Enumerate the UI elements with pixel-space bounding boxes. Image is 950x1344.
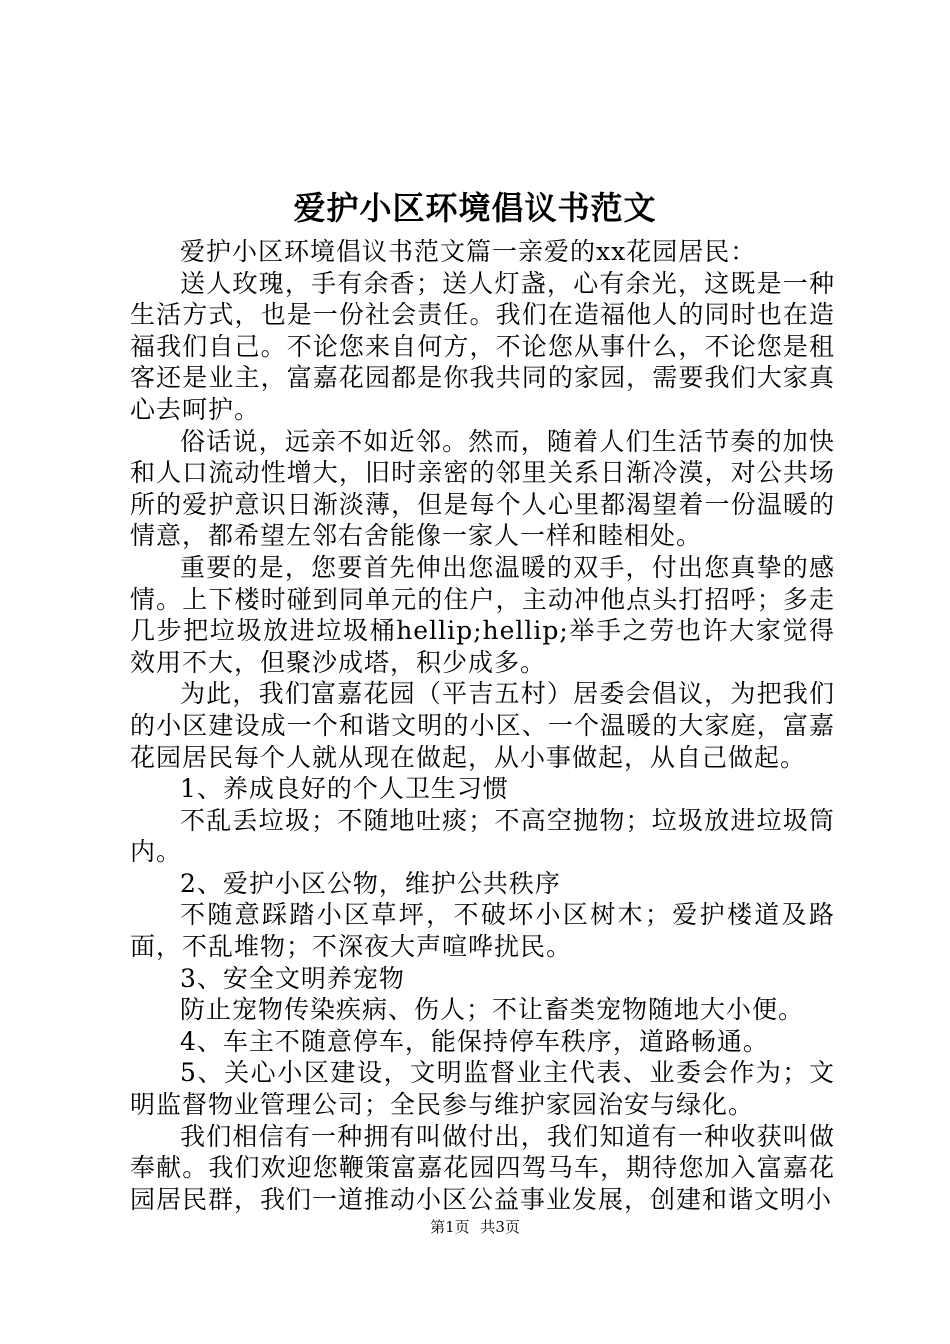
document-body <box>130 236 835 1215</box>
page-footer <box>0 1216 950 1238</box>
list-heading: 1、养成良好的个人卫生习惯 <box>180 774 509 804</box>
list-heading: 3、安全文明养宠物 <box>180 963 405 993</box>
paragraph: 防止宠物传染疾病、伤人；不让畜类宠物随地大小便。 <box>180 995 805 1025</box>
list-heading: 5、关心小区建设，文明监督业主代表、业委会作为；文明监督物业管理公司；全民参与维护家园治安与绿化。 <box>130 1058 835 1120</box>
paragraph-intro: 爱护小区环境倡议书范文篇一亲爱的xx花园居民： <box>180 237 757 266</box>
paragraph: 重要的是，您要首先伸出您温暖的双手，付出您真挚的感情。上下楼时碰到同单元的住户，主动冲他点头打招呼；多走几步把垃圾放进垃圾桶hellip;hellip;举手之劳也许大家觉得效用不大，但聚沙成塔，积少成多。 <box>130 552 835 677</box>
paragraph: 为此，我们富嘉花园（平吉五村）居委会倡议，为把我们的小区建设成一个和谐文明的小区、一个温暖的大家庭，富嘉花园居民每个人就从现在做起，从小事做起，从自己做起。 <box>130 679 835 772</box>
paragraph: 我们相信有一种拥有叫做付出，我们知道有一种收获叫做奉献。我们欢迎您鞭策富嘉花园四驾马车，期待您加入富嘉花园居民群，我们一道推动小区公益事业发展，创建和谐文明小 <box>130 1121 835 1214</box>
paragraph: 不随意踩踏小区草坪，不破坏小区树木；爱护楼道及路面，不乱堆物；不深夜大声喧哗扰民。 <box>130 900 835 962</box>
page-total: 共3页 <box>480 1218 520 1236</box>
page-number: 第1页 <box>430 1218 470 1236</box>
paragraph: 俗话说，远亲不如近邻。然而，随着人们生活节奏的加快和人口流动性增大，旧时亲密的邻里关系日渐冷漠，对公共场所的爱护意识日渐淡薄，但是每个人心里都渴望着一份温暖的情意，都希望左邻右舍能像一家人一样和睦相处。 <box>130 426 835 551</box>
document-title: 爱护小区环境倡议书范文 <box>293 189 657 227</box>
list-heading: 2、爱护小区公物，维护公共秩序 <box>180 868 561 898</box>
paragraph: 送人玫瑰，手有余香；送人灯盏，心有余光，这既是一种生活方式，也是一份社会责任。我们在造福他人的同时也在造福我们自己。不论您来自何方，不论您从事什么，不论您是租客还是业主，富嘉花园都是你我共同的家园，需要我们大家真心去呵护。 <box>130 268 835 424</box>
list-heading: 4、车主不随意停车，能保持停车秩序，道路畅通。 <box>180 1026 769 1056</box>
paragraph: 不乱丢垃圾；不随地吐痰；不高空抛物；垃圾放进垃圾筒内。 <box>130 805 835 867</box>
